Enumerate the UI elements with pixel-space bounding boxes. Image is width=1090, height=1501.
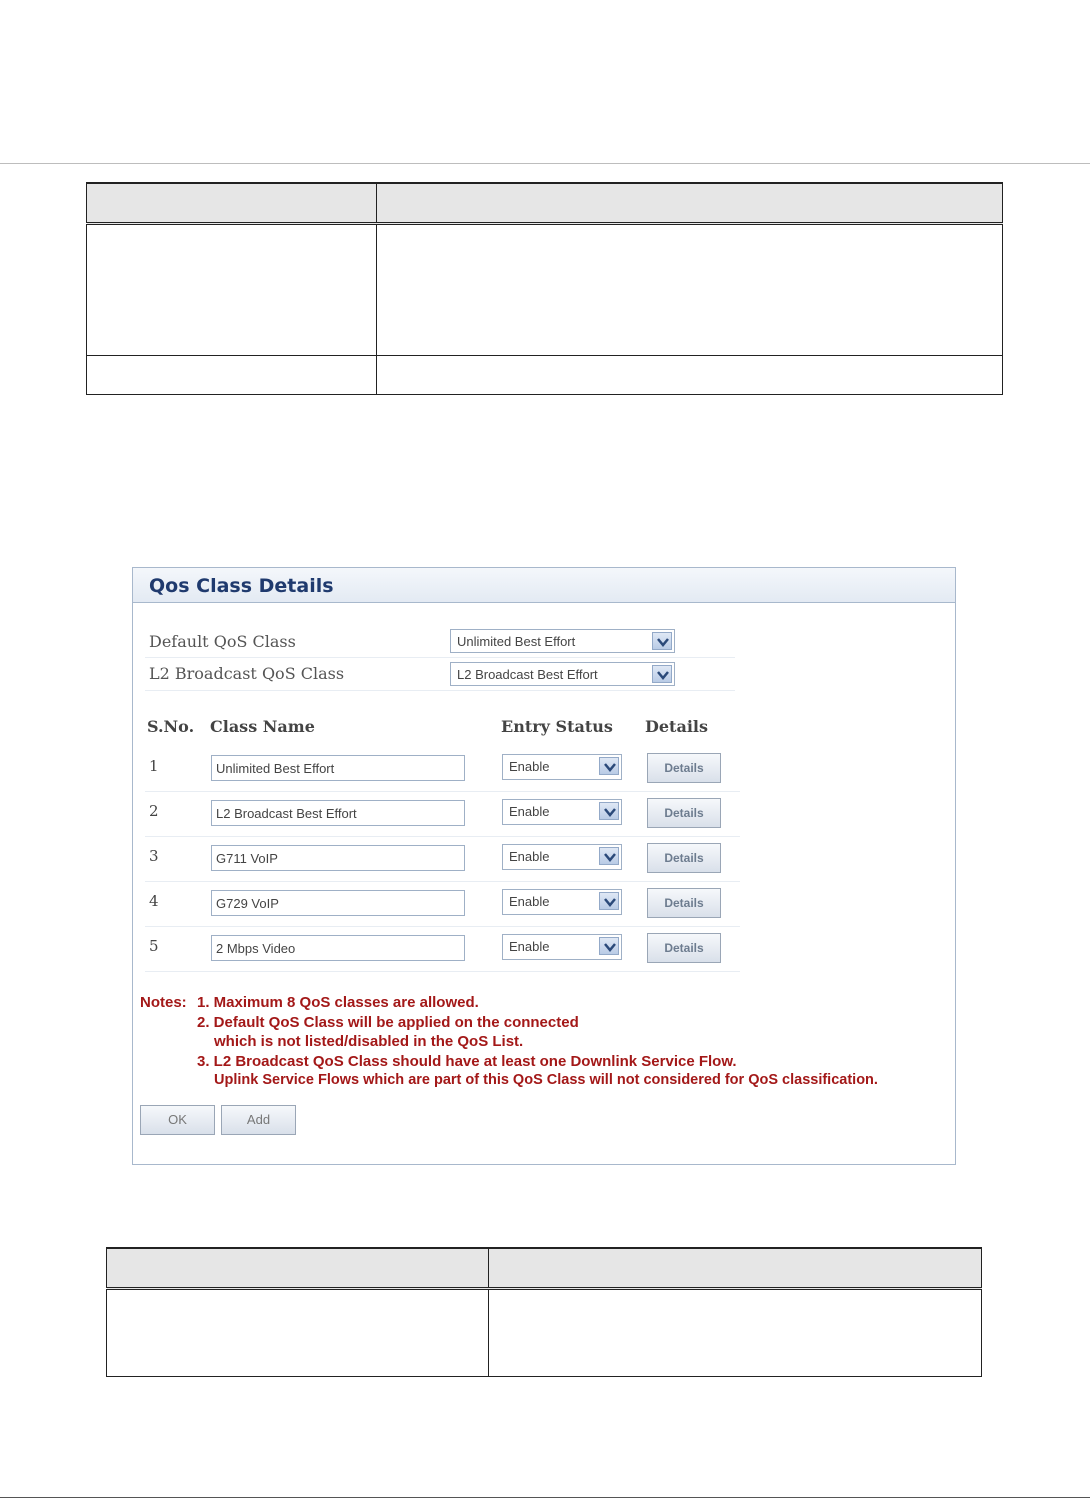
doc-table-cell [87, 356, 377, 395]
doc-table-cell [107, 1289, 489, 1377]
chevron-down-icon[interactable] [599, 802, 619, 820]
divider [145, 657, 735, 658]
qos-class-details-panel [132, 567, 956, 1165]
divider [145, 971, 740, 972]
class-name-input[interactable]: 2 Mbps Video [211, 935, 465, 961]
details-button[interactable]: Details [647, 753, 721, 783]
note-2: 2. Default QoS Class will be applied on the connected [197, 1014, 579, 1031]
top-rule [0, 163, 1090, 164]
col-header-details: Details [645, 717, 708, 736]
details-button[interactable]: Details [647, 843, 721, 873]
doc-table-row [87, 224, 1003, 356]
doc-table-row [87, 356, 1003, 395]
details-button[interactable]: Details [647, 798, 721, 828]
entry-status-select[interactable] [502, 754, 622, 780]
doc-table-header-cell [87, 183, 377, 224]
class-name-input[interactable]: G711 VoIP [211, 845, 465, 871]
doc-table-top [86, 182, 1003, 395]
row-sno: 1 [149, 757, 159, 775]
panel-header [133, 568, 955, 603]
note-2-continued: which is not listed/disabled in the QoS List. [214, 1033, 524, 1050]
details-button[interactable]: Details [647, 933, 721, 963]
add-button[interactable]: Add [221, 1105, 296, 1135]
chevron-down-icon[interactable] [599, 847, 619, 865]
col-header-class-name: Class Name [210, 717, 315, 736]
divider [145, 881, 740, 882]
divider [145, 791, 740, 792]
doc-table-cell [489, 1289, 982, 1377]
chevron-down-icon[interactable] [599, 757, 619, 775]
chevron-down-icon[interactable] [599, 937, 619, 955]
class-name-input[interactable]: G729 VoIP [211, 890, 465, 916]
doc-table-cell [377, 224, 1003, 356]
entry-status-value: Enable [509, 894, 550, 909]
entry-status-value: Enable [509, 849, 550, 864]
doc-table-header-row [107, 1248, 982, 1289]
entry-status-select[interactable] [502, 844, 622, 870]
entry-status-value: Enable [509, 759, 550, 774]
l2-broadcast-qos-select[interactable] [450, 662, 675, 686]
note-3-continued: Uplink Service Flows which are part of this QoS Class will not considered for QoS classification. [214, 1072, 878, 1088]
ok-button[interactable]: OK [140, 1105, 215, 1135]
l2-broadcast-qos-value: L2 Broadcast Best Effort [457, 667, 598, 682]
bottom-rule [0, 1497, 1090, 1498]
doc-table-cell [87, 224, 377, 356]
entry-status-value: Enable [509, 804, 550, 819]
default-qos-label: Default QoS Class [149, 632, 296, 651]
chevron-down-icon[interactable] [652, 632, 672, 650]
doc-table-bottom [106, 1247, 982, 1377]
chevron-down-icon[interactable] [652, 665, 672, 683]
doc-table-header-cell [377, 183, 1003, 224]
default-qos-select[interactable] [450, 629, 675, 653]
notes-prefix: Notes: [140, 994, 187, 1011]
doc-table-cell [377, 356, 1003, 395]
doc-table-header-row [87, 183, 1003, 224]
note-3: 3. L2 Broadcast QoS Class should have at least one Downlink Service Flow. [197, 1053, 737, 1070]
row-sno: 3 [149, 847, 159, 865]
details-button[interactable]: Details [647, 888, 721, 918]
col-header-sno: S.No. [147, 717, 195, 736]
doc-table-row [107, 1289, 982, 1377]
default-qos-value: Unlimited Best Effort [457, 634, 576, 649]
class-name-input[interactable]: Unlimited Best Effort [211, 755, 465, 781]
entry-status-select[interactable] [502, 799, 622, 825]
divider [145, 926, 740, 927]
row-sno: 2 [149, 802, 159, 820]
doc-table-header-cell [489, 1248, 982, 1289]
entry-status-select[interactable] [502, 889, 622, 915]
l2-broadcast-qos-label: L2 Broadcast QoS Class [149, 664, 345, 683]
col-header-entry-status: Entry Status [501, 717, 613, 736]
entry-status-value: Enable [509, 939, 550, 954]
row-sno: 5 [149, 937, 159, 955]
row-sno: 4 [149, 892, 159, 910]
chevron-down-icon[interactable] [599, 892, 619, 910]
entry-status-select[interactable] [502, 934, 622, 960]
panel-title: Qos Class Details [149, 575, 334, 597]
note-1: 1. Maximum 8 QoS classes are allowed. [197, 994, 479, 1011]
divider [145, 690, 735, 691]
class-name-input[interactable]: L2 Broadcast Best Effort [211, 800, 465, 826]
divider [145, 836, 740, 837]
doc-table-header-cell [107, 1248, 489, 1289]
